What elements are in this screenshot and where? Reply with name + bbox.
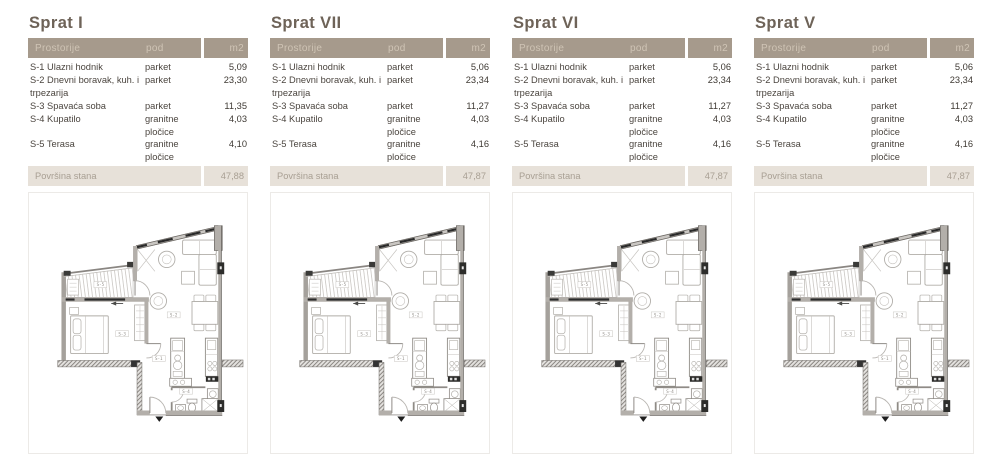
cell-room: S-5 Terasa [272,139,317,150]
column-header-floor: pod [872,42,890,54]
table-row [28,74,248,100]
floor-plan [755,193,973,446]
cell-room: S-1 Ulazni hodnik [514,62,587,72]
table-row [754,61,974,74]
column-header-room: Prostorije [519,42,565,54]
cell-floor: parket [871,62,897,72]
cell-room: S-2 Dnevni boravak, kuh. i trpezarija [514,74,624,98]
table-header [754,38,974,58]
cell-area: 4,10 [228,139,247,150]
cell-floor: granitne pločice [145,113,179,137]
total-value: 47,87 [930,166,974,186]
unit-card [754,13,974,454]
table-row [754,113,974,139]
total-value: 47,87 [446,166,490,186]
column-header-area: m2 [446,38,490,58]
table-row [270,100,490,113]
cell-area: 23,34 [465,74,489,85]
cell-area: 11,27 [950,100,973,111]
table-row [270,138,490,164]
cell-room: S-3 Spavaća soba [272,100,348,111]
table-footer [512,166,732,186]
floor-plan-box [28,192,248,454]
unit-card [512,13,732,454]
cell-room: S-3 Spavaća soba [756,100,832,111]
table-header [512,38,732,58]
column-header-room: Prostorije [277,42,323,54]
column-header-area: m2 [204,38,248,58]
total-value: 47,88 [204,166,248,186]
total-label: Površina stana [277,171,339,182]
cell-room: S-4 Kupatilo [514,113,565,124]
floor-plan [271,193,489,446]
column-header-floor: pod [388,42,406,54]
unit-title: Sprat VII [271,14,342,32]
cell-room: S-3 Spavaća soba [30,100,106,111]
table-body [28,61,248,164]
cell-room: S-4 Kupatilo [756,113,807,124]
cell-area: 11,27 [466,100,489,111]
cell-floor: parket [871,100,897,111]
cell-floor: parket [145,74,171,85]
cell-area: 5,06 [712,62,731,72]
table-row [28,100,248,113]
cell-floor: granitne pločice [871,139,905,163]
cell-area: 11,27 [708,100,731,111]
cell-floor: parket [387,74,413,85]
cell-area: 11,35 [224,100,247,111]
cell-room: S-2 Dnevni boravak, kuh. i trpezarija [756,74,866,98]
table-footer [28,166,248,186]
floor-plan-box [754,192,974,454]
cell-floor: granitne pločice [629,139,663,163]
table-row [754,74,974,100]
unit-card [270,13,490,454]
cell-floor: granitne pločice [387,113,421,137]
cell-area: 5,06 [470,62,489,72]
cell-room: S-5 Terasa [514,139,559,150]
table-row [512,138,732,164]
cell-area: 4,03 [954,113,973,124]
unit-title: Sprat VI [513,14,579,32]
cell-floor: granitne pločice [629,113,663,137]
cell-area: 4,03 [470,113,489,124]
cell-area: 4,03 [228,113,247,124]
cell-room: S-1 Ulazni hodnik [30,62,103,72]
cell-room: S-2 Dnevni boravak, kuh. i trpezarija [272,74,382,98]
table-row [512,100,732,113]
cell-area: 4,16 [712,139,731,150]
table-row [512,61,732,74]
floor-plan [513,193,731,446]
cell-floor: parket [629,62,655,72]
table-row [28,61,248,74]
cell-area: 4,03 [712,113,731,124]
column-header-floor: pod [630,42,648,54]
cell-area: 23,30 [223,74,247,85]
column-header-area: m2 [930,38,974,58]
cell-room: S-4 Kupatilo [30,113,81,124]
table-row [28,113,248,139]
cell-room: S-4 Kupatilo [272,113,323,124]
column-header-room: Prostorije [35,42,81,54]
table-header [270,38,490,58]
cell-area: 4,16 [470,139,489,150]
floor-plan-box [270,192,490,454]
floor-plan [29,193,247,446]
unit-card [28,13,248,454]
table-body [512,61,732,164]
cell-floor: granitne pločice [145,139,179,163]
cell-floor: parket [387,100,413,111]
table-row [512,74,732,100]
table-row [28,138,248,164]
cell-floor: parket [145,62,171,72]
table-body [754,61,974,164]
cell-area: 5,06 [954,62,973,72]
total-value: 47,87 [688,166,732,186]
cell-area: 23,34 [707,74,731,85]
table-row [270,74,490,100]
table-row [270,61,490,74]
column-header-area: m2 [688,38,732,58]
total-label: Površina stana [519,171,581,182]
table-row [754,100,974,113]
cell-floor: parket [629,100,655,111]
cell-floor: parket [145,100,171,111]
table-header [28,38,248,58]
table-footer [270,166,490,186]
total-label: Površina stana [761,171,823,182]
cell-room: S-1 Ulazni hodnik [756,62,829,72]
cell-room: S-5 Terasa [756,139,801,150]
floor-plan-box [512,192,732,454]
column-header-room: Prostorije [761,42,807,54]
cell-floor: granitne pločice [871,113,905,137]
cell-floor: parket [871,74,897,85]
cell-floor: parket [387,62,413,72]
column-header-floor: pod [146,42,164,54]
table-footer [754,166,974,186]
cell-floor: parket [629,74,655,85]
cell-room: S-1 Ulazni hodnik [272,62,345,72]
cell-area: 23,34 [949,74,973,85]
cell-room: S-5 Terasa [30,139,75,150]
table-row [754,138,974,164]
total-label: Površina stana [35,171,97,182]
unit-title: Sprat V [755,14,816,32]
cell-room: S-2 Dnevni boravak, kuh. i trpezarija [30,74,140,98]
cell-area: 5,09 [228,62,247,72]
cell-area: 4,16 [954,139,973,150]
table-body [270,61,490,164]
cell-room: S-3 Spavaća soba [514,100,590,111]
table-row [512,113,732,139]
table-row [270,113,490,139]
unit-title: Sprat I [29,14,84,32]
cell-floor: granitne pločice [387,139,421,163]
